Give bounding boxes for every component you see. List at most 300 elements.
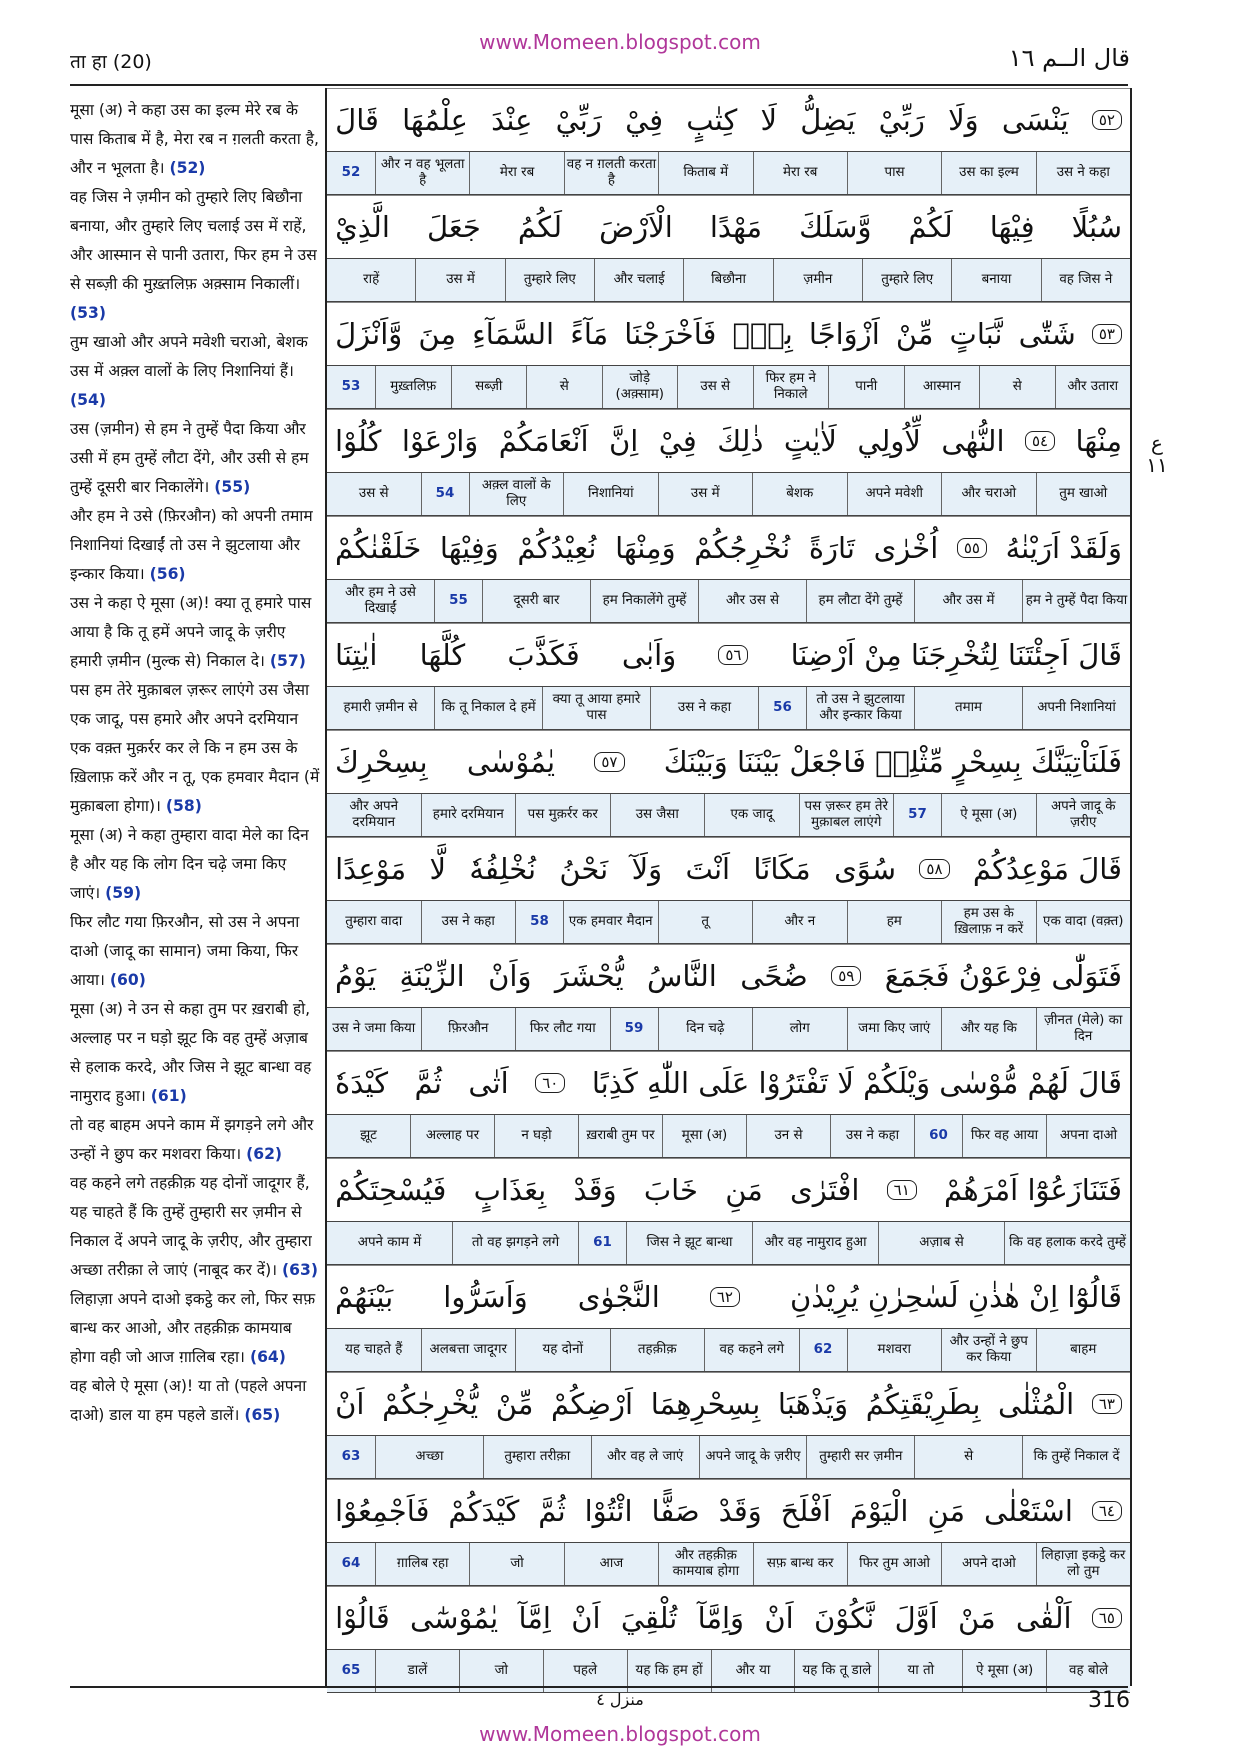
verse-number-cell: 56 [758,687,806,729]
arabic-word: وَيَذْهَبَا [777,1387,849,1421]
arabic-word: سُوًى [834,852,897,886]
word-meaning-cell: किताब में [658,152,752,194]
verse-number-cell: 53 [341,379,361,394]
arabic-word: قَالَ [335,103,379,137]
ayah-end-marker: ٥٨ [919,859,949,879]
arabic-word: افْتَرٰى [790,1173,860,1207]
arabic-word: النَّاسُ [646,959,717,993]
arabic-word: يٰمُوْسٰى [466,745,556,779]
arabic-word: يَضِلُّ [800,103,856,137]
arabic-word: وَقَدْ [573,1173,617,1207]
arabic-word: السَّمَآءِ [472,317,555,351]
word-meaning-cell: फिर तुम आओ [847,1543,941,1585]
word-meaning-cell: कि तू निकाल दे हमें [434,687,542,729]
arabic-word: بِسِحْرِكَ [335,745,428,779]
word-meaning-cell: हम ने तुम्हें पैदा किया [1022,580,1130,622]
translation-paragraph [70,328,320,415]
arabic-word: ضُحًى [740,959,808,993]
word-meaning-cell: और अपने दरमियान [349,799,399,830]
arabic-word: النُّهٰى [941,424,1005,458]
translation-paragraph [70,96,320,183]
arabic-line [327,730,1130,793]
word-meaning-cell: तहक़ीक़ [610,1329,705,1371]
word-meaning-cell: लोग [752,1008,847,1050]
arabic-word: يٰمُوْسٰٓى [409,1601,499,1635]
translation-text: वह जिस ने ज़मीन को तुम्हारे लिए बिछौना बनाया, और तुम्हारे लिए चलाई उस में राहें, और आस्मान से पानी उतारा, फिर हम ने उस से सब्ज़ी की मुख़्तलिफ़ अक़्साम निकालीं। [70,188,317,293]
arabic-word: تُلْقِيَ [620,1601,678,1635]
word-meaning-cell: से [979,366,1055,408]
verse-number: (59) [105,884,142,902]
ayah-end-marker: ٦٠ [535,1073,565,1093]
word-meaning-cell: झूट [360,1128,377,1143]
arabic-word: اَنْ [764,1601,794,1635]
translation-paragraph [70,821,320,908]
arabic-word: فِيْ [625,103,664,137]
word-meaning-cell: सफ़ बान्ध कर [753,1543,847,1585]
arabic-word: فَيُسْحِتَكُمْ [335,1173,447,1207]
arabic-word: اَزْوَاجًا [808,317,880,351]
word-meaning-cell: मूसा (अ) [662,1115,746,1157]
translation-paragraph [70,502,320,589]
arabic-word: يُّخْرِجٰكُمْ [382,1387,479,1421]
word-meaning-cell: ज़ीनत (मेले) का दिन [1036,1008,1131,1050]
verse-number-cell: 64 [341,1556,361,1571]
word-meaning-cell: और वह नामुराद हुआ [752,1222,878,1264]
arabic-word: اَنْ [571,1601,601,1635]
arabic-word: الْيَوْمَ [849,1494,909,1528]
word-meaning-cell: तुम्हारा तरीक़ा [483,1436,591,1478]
word-meaning-cell: वह जिस ने [1041,259,1130,301]
arabic-word: نُعِيْدُكُمْ [517,531,597,565]
footer-divider [70,1686,1128,1688]
arabic-line [327,1586,1130,1649]
word-meaning-cell: उस ने जमा किया [332,1021,416,1036]
juz-title: قال الــم ١٦ [1008,44,1130,72]
arabic-word: مَنِ [725,1173,763,1207]
ayah-end-marker: ٥٩ [831,966,861,986]
word-meaning-cell: बनाया [951,259,1040,301]
word-meaning-cell: एक वादा (वक़्त) [1036,901,1131,943]
word-meaning-cell: पस मुक़र्रर कर [515,794,610,836]
word-meaning-row [327,472,1130,516]
ayah-end-marker: ٥٤ [1025,431,1055,451]
word-meaning-cell: और वह ले जाएं [591,1436,699,1478]
arabic-line [327,409,1130,472]
word-meaning-cell: उस जैसा [610,794,705,836]
arabic-word: اَنْتَ [685,852,731,886]
arabic-line [327,516,1130,579]
word-meaning-cell: मेरा रब [469,152,563,194]
verse-number: (61) [150,1087,187,1105]
word-meaning-cell: तुम्हारी सर ज़मीन [806,1436,914,1478]
arabic-word: مَنِ [927,1494,966,1528]
arabic-word: الْمُثْلٰى [998,1387,1075,1421]
arabic-word: فَكَذَّبَ [507,638,580,672]
arabic-line [327,837,1130,900]
arabic-word: قَالُوْا [335,1601,390,1635]
word-meaning-cell: तुम्हारे लिए [862,259,951,301]
arabic-word: مِّنْ [495,1387,534,1421]
word-meaning-cell: वह कहने लगे [704,1329,799,1371]
word-meaning-cell: जो [459,1650,543,1692]
word-meaning-cell: अलबत्ता जादूगर [421,1329,516,1371]
word-meaning-cell: फ़िरऔन [421,1008,516,1050]
word-meaning-cell: दिन चढ़े [658,1008,753,1050]
arabic-word: قَالَ لَهُمْ مُّوْسٰى وَيْلَكُمْ لَا تَفْتَرُوْا عَلَى اللّٰهِ كَذِبًا [591,1066,1122,1100]
word-meaning-cell: फिर वह आया [962,1115,1046,1157]
word-meaning-cell: कि वह हलाक करदे तुम्हें [1004,1222,1130,1264]
arabic-word: اَنْعَامَكُمْ [498,424,589,458]
word-meaning-cell: उस में [658,473,753,515]
arabic-word: وَاَبٰى [621,638,677,672]
arabic-word: اِمَّآ [518,1601,551,1635]
verse-number: (65) [244,1406,281,1424]
ayah-end-marker: ٥٧ [594,752,624,772]
word-meaning-cell: हम [847,901,942,943]
arabic-word: سُبُلًا [1071,210,1122,244]
arabic-word: رَبِّيْ [555,103,602,137]
word-meaning-cell: अपने काम में [357,1235,422,1250]
verse-number-cell: 57 [893,794,941,836]
arabic-word: خَابَ [643,1173,698,1207]
arabic-word: الَّذِيْ [335,210,390,244]
translation-paragraph [70,1285,320,1372]
translation-text: मूसा (अ) ने कहा तुम्हारा वादा मेले का दिन है और यह कि लोग दिन चढ़े जमा किए जाएं। [70,826,309,902]
word-meaning-cell: और न वह भूलता है [375,152,469,194]
arabic-word: بِهٖٓ [732,317,793,351]
arabic-word: يَوْمُ [335,959,377,993]
word-meaning-cell: तो उस ने झुटलाया और इन्कार किया [806,687,914,729]
verse-number-cell: 65 [341,1663,361,1678]
word-meaning-cell: सब्ज़ी [451,366,527,408]
translation-column [70,96,320,1682]
arabic-word: اَنْ [335,1387,365,1421]
word-meaning-row [327,1328,1130,1372]
word-meaning-row [327,579,1130,623]
word-meaning-cell: अपना दाओ [1046,1115,1130,1157]
word-meaning-cell: और चराओ [941,473,1036,515]
word-meaning-row [327,365,1130,409]
word-meaning-cell: और हम ने उसे दिखाईं [345,585,416,616]
word-meaning-row [327,793,1130,837]
arabic-word: نَحْنُ [559,852,609,886]
word-meaning-cell: जमा किए जाएं [847,1008,942,1050]
quran-word-grid [325,88,1132,1686]
word-meaning-cell: फिर हम ने निकाले [753,366,829,408]
arabic-word: كُلَّهَا [419,638,466,672]
word-meaning-cell: और या [711,1650,795,1692]
translation-text: लिहाज़ा अपने दाओ इकट्ठे कर लो, फिर सफ़ बान्ध कर आओ, और तहक़ीक़ कामयाब होगा वही जो आज ग़ालिब रहा। [70,1290,316,1366]
arabic-word: اِنَّ [608,424,639,458]
translation-paragraph [70,415,320,502]
arabic-word: وَاِمَّآ [697,1601,745,1635]
translation-text: उस (ज़मीन) से हम ने तुम्हें पैदा किया और उसी में हम तुम्हें लौटा देंगे, और उसी से हम तुम्हें दूसरी बार निकालेंगे। [70,420,309,496]
word-meaning-cell: बिछौना [683,259,772,301]
arabic-word: ذٰلِكَ [717,424,764,458]
word-meaning-cell: बेशक [752,473,847,515]
arabic-word: وَارْعَوْا [401,424,479,458]
word-meaning-cell: उस में [415,259,504,301]
arabic-word: مَآءً [570,317,609,351]
arabic-word: بِطَرِيْقَتِكُمُ [865,1387,981,1421]
word-meaning-cell: उस ने कहा [421,901,516,943]
arabic-line [327,195,1130,258]
verse-number: (53) [70,304,106,322]
word-meaning-cell: उस ने कहा [830,1115,914,1157]
word-meaning-cell: उस का इल्म [941,152,1035,194]
word-meaning-cell: ज़मीन [773,259,862,301]
word-meaning-cell: और उतारा [1055,366,1131,408]
arabic-word: تَارَةً [808,531,855,565]
word-meaning-cell: तो वह झगड़ने लगे [452,1222,578,1264]
header-url[interactable]: www.Momeen.blogspot.com [479,30,761,54]
word-meaning-cell: उन से [746,1115,830,1157]
arabic-word: الْاَرْضَ [599,210,673,244]
arabic-word: وَمِنْهَا [615,531,676,565]
word-meaning-cell: हम उस के ख़िलाफ़ न करें [941,901,1036,943]
word-meaning-row [327,151,1130,195]
arabic-word: كُلُوْا [335,424,382,458]
word-meaning-cell: उस ने कहा [1036,152,1130,194]
word-meaning-cell: तुम्हारा वादा [345,914,403,929]
word-meaning-cell: और उन्हों ने छुप कर किया [941,1329,1036,1371]
word-meaning-cell: हमारी ज़मीन से [343,700,418,715]
arabic-word: لَاٰيٰتٍ [783,424,837,458]
verse-number-cell: 61 [578,1222,626,1264]
word-meaning-row [327,258,1130,302]
word-meaning-cell: एक हमवार मैदान [563,901,658,943]
arabic-word: مِنْهَا [1075,424,1122,458]
arabic-word: صَفًّا [651,1494,700,1528]
word-meaning-cell: ऐ मूसा (अ) [962,1650,1046,1692]
arabic-line [327,1158,1130,1221]
word-meaning-row [327,1542,1130,1586]
word-meaning-cell: लिहाज़ा इकट्ठे कर लो तुम [1036,1543,1130,1585]
arabic-word: وَّاَنْزَلَ [335,317,403,351]
arabic-word: يَنْسَى [1001,103,1069,137]
ayah-end-marker: ٦١ [887,1180,917,1200]
translation-text: तो वह बाहम अपने काम में झगड़ने लगे और उन्हों ने छुप कर मशवरा किया। [70,1116,314,1163]
word-meaning-cell: दूसरी बार [482,580,590,622]
verse-number-cell: 54 [421,473,469,515]
header-divider [70,84,1128,86]
word-meaning-row [327,686,1130,730]
arabic-word: الزِّيْنَةِ [399,959,465,993]
arabic-word: وَلَا [948,103,979,137]
verse-number: (52) [169,159,206,177]
arabic-word: بِعَذَابٍ [473,1173,547,1207]
ayah-end-marker: ٥٦ [718,645,748,665]
arabic-word: اَتٰى [468,1066,509,1100]
word-meaning-cell: जो [469,1543,563,1585]
word-meaning-cell: तू [658,901,753,943]
arabic-word: مِّنْ [895,317,934,351]
verse-number: (54) [70,391,106,409]
arabic-word: نُخْلِفُهٗ [469,852,537,886]
arabic-word: وَاَنْ [488,959,532,993]
arabic-word: كَيْدَكُمْ [448,1494,520,1528]
word-meaning-cell: और यह कि [941,1008,1036,1050]
arabic-line [327,623,1130,686]
arabic-word: لَّا [429,852,447,886]
verse-number: (58) [165,797,202,815]
word-meaning-cell: अपनी निशानियां [1022,687,1130,729]
word-meaning-row [327,900,1130,944]
verse-number: (55) [214,478,251,496]
arabic-word: رَبِّيْ [878,103,925,137]
word-meaning-cell: ऐ मूसा (अ) [941,794,1036,836]
word-meaning-cell: अपने मवेशी [847,473,942,515]
word-meaning-cell: और उस से [698,580,806,622]
arabic-word: قَالُوْٓا اِنْ هٰذٰنِ لَسٰحِرٰنِ يُرِيْدٰنِ [790,1280,1122,1314]
word-meaning-cell: यह चाहते हैं [345,1342,403,1357]
arabic-word: بِسِحْرِهِمَا [650,1387,761,1421]
ayah-end-marker: ٦٤ [1092,1501,1122,1521]
verse-number: (57) [269,652,306,670]
translation-text: पस हम तेरे मुक़ाबल ज़रूर लाएंगे उस जैसा एक जादू, पस हमारे और अपने दरमियान एक वक़्त मुक़र्रर कर ले कि न हम उस के ख़िलाफ़ करें और न तू, एक हमवार मैदान (में मुक़ाबला होगा)। [70,681,320,815]
word-meaning-cell: निशानियां [563,473,658,515]
word-meaning-cell: मशवरा [847,1329,942,1371]
footer-url[interactable]: www.Momeen.blogspot.com [479,1722,761,1746]
word-meaning-cell: ख़राबी तुम पर [578,1115,662,1157]
arabic-word: مَكَانًا [753,852,811,886]
arabic-word: اَفْلَحَ [780,1494,831,1528]
word-meaning-cell: अपने जादू के ज़रीए [1036,794,1131,836]
arabic-line [327,1372,1130,1435]
translation-paragraph [70,589,320,676]
translation-text: वह कहने लगे तहक़ीक़ यह दोनों जादूगर हैं, यह चाहते हैं कि तुम्हें तुम्हारी सर ज़मीन से निकाल दें अपने जादू के ज़रीए, और तुम्हारा अच्छा तरीक़ा ले जाएं (नाबूद कर दें)। [70,1174,312,1279]
word-meaning-cell: तमाम [914,687,1022,729]
word-meaning-cell: पानी [828,366,904,408]
word-meaning-cell: तुम खाओ [1036,473,1131,515]
arabic-word: لَكُمْ [908,210,953,244]
word-meaning-cell: मेरा रब [753,152,847,194]
word-meaning-cell: आज [564,1543,658,1585]
arabic-word: كَيْدَهٗ [335,1066,389,1100]
word-meaning-cell: अल्लाह पर [410,1115,494,1157]
word-meaning-cell: अक़्ल वालों के लिए [469,473,564,515]
arabic-word: نُخْرِجُكُمْ [694,531,791,565]
ayah-end-marker: ٦٥ [1092,1608,1122,1628]
verse-number-cell: 52 [341,165,361,180]
word-meaning-cell: वह बोले [1046,1650,1130,1692]
verse-number: (64) [249,1348,286,1366]
word-meaning-cell: राहें [363,272,380,287]
word-meaning-cell: अपने दाओ [941,1543,1035,1585]
arabic-word: وَّسَلَكَ [799,210,872,244]
translation-paragraph [70,1111,320,1169]
surah-title: ता हा (20) [70,51,152,73]
translation-text: वह बोले ऐ मूसा (अ)! या तो (पहले अपना दाओ) डाल या हम पहले डालें। [70,1377,307,1424]
word-meaning-cell: पहले [543,1650,627,1692]
word-meaning-cell: उस से [677,366,753,408]
arabic-word: مِنَ [418,317,457,351]
translation-text: मूसा (अ) ने कहा उस का इल्म मेरे रब के पास किताब में है, मेरा रब न ग़लती करता है, और न भूलता है। [70,101,319,177]
translation-paragraph [70,1372,320,1430]
arabic-line [327,302,1130,365]
arabic-line [327,1051,1130,1114]
translation-paragraph [70,908,320,995]
arabic-word: مَنْ [958,1601,996,1635]
word-meaning-cell: क्या तू आया हमारे पास [542,687,650,729]
arabic-line [327,1479,1130,1542]
word-meaning-row [327,1114,1130,1158]
arabic-word: ثُمَّ [414,1066,442,1100]
arabic-word: نَّبَاتٍ [949,317,1003,351]
arabic-word: شَتّٰى [1018,317,1076,351]
word-meaning-cell: यह कि तू डाले [794,1650,878,1692]
arabic-word: فَتَوَلّٰى فِرْعَوْنُ فَجَمَعَ [884,959,1122,993]
arabic-word: قَالَ مَوْعِدُكُمْ [972,852,1122,886]
arabic-word: فِيْهَا [989,210,1035,244]
arabic-word: مَهْدًا [709,210,763,244]
arabic-word: نَّكُوْنَ [813,1601,875,1635]
page-number: 316 [1088,1688,1130,1713]
translation-paragraph [70,1169,320,1285]
arabic-word: جَعَلَ [426,210,481,244]
word-meaning-cell: उस ने कहा [650,687,758,729]
verse-number-cell: 59 [610,1008,658,1050]
word-meaning-cell: उस से [358,486,389,501]
arabic-word: فَاَجْمِعُوْا [335,1494,430,1528]
arabic-word: ائْتُوْا [584,1494,633,1528]
arabic-word: عِنْدَ [491,103,533,137]
translation-text: और हम ने उसे (फ़िरऔन) को अपनी तमाम निशानियां दिखाईं तो उस ने झुटलाया और इन्कार किया। [70,507,313,583]
ayah-end-marker: ٥٢ [1092,110,1122,130]
manzil-label: منزل ٤ [596,1690,644,1709]
verse-number-cell: 63 [341,1449,361,1464]
word-meaning-cell: हम लौटा देंगे तुम्हें [806,580,914,622]
arabic-word: لَكُمُ [517,210,563,244]
ruku-marker: ع ١١ [1146,431,1168,477]
word-meaning-cell: पस ज़रूर हम तेरे मुक़ाबल लाएंगे [799,794,894,836]
ayah-end-marker: ٦٣ [1092,1394,1122,1414]
word-meaning-cell: जिस ने झूट बान्धा [626,1222,752,1264]
verse-number-cell: 62 [799,1329,847,1371]
word-meaning-cell: और चलाई [594,259,683,301]
verse-number: (60) [109,971,146,989]
word-meaning-row [327,1221,1130,1265]
word-meaning-cell: बाहम [1036,1329,1131,1371]
arabic-word: وَقَدْ [718,1494,762,1528]
arabic-line [327,88,1130,151]
verse-number: (62) [246,1145,283,1163]
word-meaning-cell: या तो [878,1650,962,1692]
word-meaning-cell: ग़ालिब रहा [375,1543,469,1585]
word-meaning-cell: वह न ग़लती करता है [564,152,658,194]
arabic-word: كِتٰبٍ [686,103,738,137]
word-meaning-cell: अच्छा [375,1436,483,1478]
arabic-word: اسْتَعْلٰى [984,1494,1073,1528]
word-meaning-cell: हमारे दरमियान [421,794,516,836]
verse-number-cell: 60 [914,1115,962,1157]
arabic-word: فَلَنَاْتِيَنَّكَ بِسِحْرٍ مِّثْلِهٖ فَاجْعَلْ بَيْنَنَا وَبَيْنَكَ [663,745,1122,779]
arabic-word: خَلَقْنٰكُمْ [335,531,422,565]
word-meaning-cell: से [914,1436,1022,1478]
arabic-line [327,944,1130,1007]
arabic-word: النَّجْوٰى [577,1280,660,1314]
word-meaning-cell: से [526,366,602,408]
word-meaning-cell: आस्मान [904,366,980,408]
arabic-word: وَفِيْهَا [439,531,499,565]
word-meaning-cell: मुख़्तलिफ़ [375,366,451,408]
word-meaning-row [327,1435,1130,1479]
ayah-end-marker: ٥٣ [1092,324,1122,344]
arabic-word: بَيْنَهُمْ [335,1280,394,1314]
verse-number: (63) [282,1261,319,1279]
translation-text: मूसा (अ) ने उन से कहा तुम पर ख़राबी हो, अल्लाह पर न घड़ो झूट कि वह तुम्हें अज़ाब से हलाक करदे, और जिस ने झूट बान्धा वह नामुराद हुआ। [70,1000,312,1105]
arabic-word: اُخْرٰى [873,531,939,565]
